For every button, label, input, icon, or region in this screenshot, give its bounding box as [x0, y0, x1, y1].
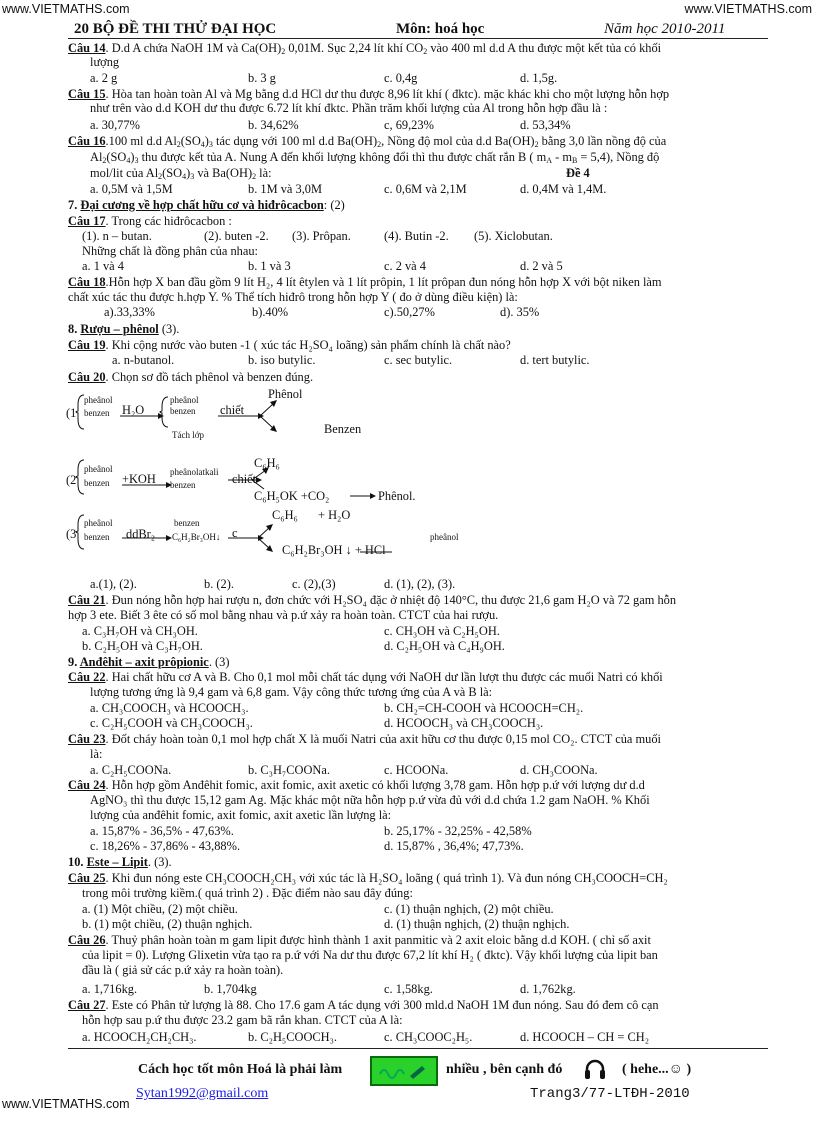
q25-option-b[interactable]: b. (1) một chiều, (2) thuận nghịch.	[82, 917, 253, 931]
q21-option-b[interactable]: b. C₂H₅OH và C₃H₇OH.	[82, 639, 203, 653]
q15-option-b[interactable]: b. 34,62%	[248, 118, 299, 132]
q14-option-b[interactable]: b. 3 g	[248, 71, 276, 85]
section-8-heading: 8. Rượu – phênol (3).	[68, 322, 180, 336]
q20-option-a[interactable]: a.(1), (2).	[90, 577, 137, 591]
diagram-2-output-phenol: Phênol.	[378, 489, 416, 503]
q16-option-d[interactable]: d. 0,4M và 1,4M.	[520, 182, 607, 196]
q26-option-a[interactable]: a. 1,716kg.	[82, 982, 138, 996]
diagram-2-extract: chiết	[232, 472, 257, 486]
q18-line1: Câu 18.Hỗn hợp X ban đầu gồm 9 lít H₂, 4 lít êtylen và 1 lít prôpin, 1 lít prôpan đun nóng hỗn hợp X với bột niken làm	[68, 275, 662, 289]
diagram-3-tribromophenol: C₆H₂Br₃OH↓	[172, 532, 221, 542]
diagram-1-number: (1	[66, 406, 77, 420]
diagram-3-output-phenol: pheânol	[430, 532, 459, 542]
q27-option-c[interactable]: c. CH₃COOC₂H₅.	[384, 1030, 473, 1044]
q14-option-d[interactable]: d. 1,5g.	[520, 71, 558, 85]
q19-line1: Câu 19. Khi cộng nước vào buten -1 ( xúc tác H₂SO₄ loãng) sản phẩm chính là chất nào?	[68, 338, 511, 352]
diagram-3-c: c	[232, 526, 238, 540]
diagram-2-number: (2	[66, 473, 77, 487]
q25-option-d[interactable]: d. (1) thuận nghịch, (2) thuận nghịch.	[384, 917, 570, 931]
footer-motto-start: Cách học tốt môn Hoá là phải làm	[138, 1062, 343, 1077]
q26-option-d[interactable]: d. 1,762kg.	[520, 982, 576, 996]
q22-option-a[interactable]: a. CH₃COOCH₃ và HCOOCH₃.	[90, 701, 249, 715]
q22-option-c[interactable]: c. C₂H₅COOH và CH₃COOCH₃.	[90, 716, 253, 730]
diagram-2-output-benzene: C₆H₆	[254, 456, 280, 470]
diagram-3-benzen: benzen	[84, 532, 110, 542]
q17-option-b[interactable]: b. 1 và 3	[248, 259, 291, 273]
q23-option-b[interactable]: b. C₃H₇COONa.	[248, 763, 330, 777]
q24-line3: lượng của anđêhit fomic, axit fomic, axit axetic lần lượng là:	[90, 808, 392, 822]
q26-line1: Câu 26. Thuỷ phân hoàn toàn m gam lipit được hình thành 1 axit panmitic và 2 axit eloic bằng d.d KOH. ( chỉ số axit	[68, 933, 651, 947]
site-footer: www.VIETMATHS.com	[2, 1097, 130, 1111]
q15-option-c[interactable]: c, 69,23%	[384, 118, 434, 132]
diagram-1-output-phenol: Phênol	[268, 387, 303, 401]
diagram-2-phenolate-co2: C₆H₅OK +CO₂	[254, 489, 330, 503]
q25-option-c[interactable]: c. (1) thuận nghịch, (2) một chiều.	[384, 902, 554, 916]
q24-option-a[interactable]: a. 15,87% - 36,5% - 47,63%.	[90, 824, 234, 838]
q21-line2: hợp 3 ete. Biết 3 ête có số mol bằng nhau và p.ứ xảy ra hoàn toàn. CTCT của hai rượu.	[68, 608, 499, 622]
q23-option-a[interactable]: a. C₂H₅COONa.	[90, 763, 172, 777]
diagram-2-benzen: benzen	[84, 478, 110, 488]
headphones-icon	[584, 1058, 606, 1084]
q23-line2: là:	[90, 747, 103, 761]
q25-line2: trong môi trường kiềm.( quá trình 2) . Đặc điểm nào sau đây đúng:	[82, 886, 413, 900]
q26-option-b[interactable]: b. 1,704kg	[204, 982, 257, 996]
diagram-3-phenol: pheânol	[84, 518, 113, 528]
q24-line1: Câu 24. Hỗn hợp gồm Anđêhit fomic, axit fomic, axit axetic có khối lượng 3,78 gam. Hỗn hợp p.ứ với lượng dư d.d	[68, 778, 645, 792]
q24-line2: AgNO₃ thì thu được 15,12 gam Ag. Mặc khác một nữa hỗn hợp p.ứ vừa đủ với d.d chứa 1.2 gam NaOH. % Khối	[90, 793, 650, 807]
q21-option-d[interactable]: d. C₂H₅OH và C₄H₉OH.	[384, 639, 505, 653]
diagram-1-reagent: H₂O	[122, 403, 145, 417]
q14-option-c[interactable]: c. 0,4g	[384, 71, 418, 85]
q19-option-c[interactable]: c. sec butylic.	[384, 353, 453, 367]
diagram-3-reagent: ddBr₂	[126, 527, 156, 541]
diagram-2-arrows	[60, 450, 400, 510]
diagram-2-phenolate: pheânolatkali	[170, 467, 219, 477]
diagram-1-phenol: pheânol	[84, 395, 113, 405]
diagram-1-extract: chiết	[220, 403, 245, 417]
diagram-1-phenol-2: pheânol	[170, 395, 199, 405]
diagram-2-reagent: +KOH	[122, 472, 156, 486]
q17-option-c[interactable]: c. 2 và 4	[384, 259, 426, 273]
exam-set-label: Đề 4	[566, 166, 590, 180]
writing-icon	[372, 1058, 436, 1084]
q26-line2: của lipit = 0). Lượng Glixetin vừa tạo ra p.ứ với Na dư thu được 67,2 lít khí H₂ ( đktc). Vậy khối lượng của lipit ban	[82, 948, 658, 962]
q17-item-3: (3). Prôpan.	[292, 229, 351, 243]
q23-line1: Câu 23. Đốt cháy hoàn toàn 0,1 mol hợp chất X là muối Natri của axit hữu cơ thu được 0,15 mol CO₂. CTCT của muối	[68, 732, 661, 746]
q15-line2: như trên vào d.d KOH dư thu được 6.72 lít khí đktc. Phần trăm khối lượng của Al trong hỗn hợp đầu là :	[90, 101, 608, 115]
section-9-heading: 9. Anđêhit – axit prôpionic. (3)	[68, 655, 230, 669]
q15-option-a[interactable]: a. 30,77%	[90, 118, 140, 132]
q14-line2: lượng	[90, 55, 120, 69]
site-left: www.VIETMATHS.com	[2, 2, 130, 16]
q21-option-c[interactable]: c. CH₃OH và C₂H₅OH.	[384, 624, 500, 638]
q17-item-1: (1). n – butan.	[82, 229, 152, 243]
q27-option-b[interactable]: b. C₂H₅COOCH₃.	[248, 1030, 338, 1044]
q19-option-b[interactable]: b. iso butylic.	[248, 353, 316, 367]
q18-option-c[interactable]: c).50,27%	[384, 305, 435, 319]
diagram-3-number: (3	[66, 527, 77, 541]
section-7-heading: 7. Đại cương về hợp chất hữu cơ và hiđrôcacbon: (2)	[68, 198, 345, 212]
diagram-1-separate: Tách lớp	[172, 430, 204, 440]
q27-line1: Câu 27. Este có Phân tử lượng là 88. Cho 17.6 gam A tác dụng với 300 mld.d NaOH 1M đun nóng. Sau đó đem cô cạn	[68, 998, 659, 1012]
section-10-heading: 10. Este – Lipit. (3).	[68, 855, 172, 869]
site-right: www.VIETMATHS.com	[684, 2, 812, 16]
q15-option-d[interactable]: d. 53,34%	[520, 118, 571, 132]
q14-option-a[interactable]: a. 2 g	[90, 71, 118, 85]
q20-option-d[interactable]: d. (1), (2), (3).	[384, 577, 456, 591]
q26-option-c[interactable]: c. 1,58kg.	[384, 982, 433, 996]
q27-option-d[interactable]: d. HCOOCH – CH = CH₂	[520, 1030, 650, 1044]
diagram-1-benzen-2: benzen	[170, 406, 196, 416]
q16-line1: Câu 16.100 ml d.d $Al_2(SO_4)_3$ tác dụng với 100 ml d.d $Ba(OH)_2$, Nồng độ mol của d.d $Ba(OH)_2$ bằng 3,0 lần nồng độ của	[68, 134, 667, 149]
q17-item-4: (4). Butin -2.	[384, 229, 449, 243]
q16-option-a[interactable]: a. 0,5M và 1,5M	[90, 182, 173, 196]
footer-motto-mid: nhiều , bên cạnh đó	[446, 1062, 563, 1077]
q22-option-d[interactable]: d. HCOOCH₃ và CH₃COOCH₃.	[384, 716, 544, 730]
diagram-3-precipitate: C₆H₂Br₃OH ↓ + HCl	[282, 543, 386, 557]
footer-motto-end: ( hehe...☺ )	[622, 1062, 692, 1077]
q18-line2: chất xúc tác thu được h.hợp Y. % Thể tích hiđrô trong hỗn hợp Y ( đo ở dùng điều kiện) là:	[68, 290, 518, 304]
q25-line1: Câu 25. Khi đun nóng este CH₃COOCH₂CH₃ với xúc tác là H₂SO₄ loãng ( quá trình 1). Và đun nóng CH₃COOCH=CH₂	[68, 871, 668, 885]
subject: Môn: hoá học	[396, 21, 485, 37]
q16-line3: mol/lit của $Al_2(SO_4)_3$ và $Ba(OH)_2$ là:	[90, 166, 272, 181]
diagram-3-arrows	[60, 505, 440, 570]
q25-option-a[interactable]: a. (1) Một chiều, (2) một chiều.	[82, 902, 238, 916]
q18-option-d[interactable]: d). 35%	[500, 305, 540, 319]
q17-item-2: (2). buten -2.	[204, 229, 269, 243]
q19-option-d[interactable]: d. tert butylic.	[520, 353, 590, 367]
doc-title: 20 BỘ ĐỀ THI THỬ ĐẠI HỌC	[74, 21, 277, 37]
footer-rule	[68, 1048, 768, 1049]
q23-option-d[interactable]: d. CH₃COONa.	[520, 763, 598, 777]
q21-line1: Câu 21. Đun nóng hỗn hợp hai rượu n, đơn chức với H₂SO₄ đặc ở nhiệt độ 140°C, thu được 21,6 gam H₂O và 72 gam hỗn	[68, 593, 677, 607]
diagram-2-benzen-2: benzen	[170, 480, 196, 490]
practice-image	[370, 1056, 438, 1086]
header-rule	[68, 38, 768, 39]
q17-option-d[interactable]: d. 2 và 5	[520, 259, 563, 273]
q16-option-b[interactable]: b. 1M và 3,0M	[248, 182, 322, 196]
q22-option-b[interactable]: b. CH₂=CH-COOH và HCOOCH=CH₂.	[384, 701, 584, 715]
q16-option-c[interactable]: c. 0,6M và 2,1M	[384, 182, 467, 196]
school-year: Năm học 2010-2011	[604, 21, 726, 37]
q18-option-a[interactable]: a).33,33%	[104, 305, 155, 319]
q16-line2: $Al_2(SO_4)_3$ thu được kết tủa A. Nung A đến khối lượng không đổi thì thu được chất rắn B ( $m_A - m_B = 5,4$), Nồng độ	[90, 150, 660, 165]
q14-line1: Câu 14. D.d A chứa NaOH 1M và $Ca(OH)_2$ 0,01M. Sục 2,24 lít khí $CO_2$ vào 400 ml d.d A thu được một kết tủa có khối	[68, 41, 662, 56]
q17-item-5: (5). Xiclobutan.	[474, 229, 553, 243]
diagram-3-benzen-2: benzen	[174, 518, 200, 528]
q27-option-a[interactable]: a. HCOOCH₂CH₂CH₃.	[82, 1030, 197, 1044]
diagram-2-phenol: pheânol	[84, 464, 113, 474]
q21-option-a[interactable]: a. C₃H₇OH và CH₃OH.	[82, 624, 198, 638]
q18-option-b[interactable]: b).40%	[252, 305, 289, 319]
page-number: Trang3/77-LTĐH-2010	[530, 1086, 690, 1102]
q17-ask: Những chất là đồng phân của nhau:	[82, 244, 259, 258]
diagram-1-output-benzen: Benzen	[324, 422, 362, 436]
q17-line1: Câu 17. Trong các hiđrôcacbon :	[68, 214, 232, 228]
q19-option-a[interactable]: a. n-butanol.	[112, 353, 175, 367]
q27-line2: hỗn hợp sau p.ứ thu được 23.2 gam bã rắn khan. CTCT của A là:	[82, 1013, 403, 1027]
q23-option-c[interactable]: c. HCOONa.	[384, 763, 449, 777]
q20-option-c[interactable]: c. (2),(3)	[292, 577, 336, 591]
diagram-3-output-benzene: C₆H₆	[272, 508, 298, 522]
author-email-link[interactable]: Sytan1992@gmail.com	[136, 1086, 269, 1101]
q24-option-b[interactable]: b. 25,17% - 32,25% - 42,58%	[384, 824, 532, 838]
q22-line2: lượng tương ứng là 9,4 gam và 6,8 gam. Vậy công thức tương ứng của A và B là:	[90, 685, 493, 699]
q24-option-c[interactable]: c. 18,26% - 37,86% - 43,88%.	[90, 839, 241, 853]
diagram-3-water: + H₂O	[318, 508, 351, 522]
q20-option-b[interactable]: b. (2).	[204, 577, 234, 591]
q17-option-a[interactable]: a. 1 và 4	[82, 259, 124, 273]
diagram-1-benzen: benzen	[84, 408, 110, 418]
q22-line1: Câu 22. Hai chất hữu cơ A và B. Cho 0,1 mol mỗi chất tác dụng với NaOH dư lần lượt thu được các muối Natri có khối	[68, 670, 663, 684]
q24-option-d[interactable]: d. 15,87% , 36,4%; 47,73%.	[384, 839, 524, 853]
q20-line1: Câu 20. Chọn sơ đồ tách phênol và benzen đúng.	[68, 370, 314, 384]
q15-line1: Câu 15. Hòa tan hoàn toàn Al và Mg bằng d.d HCl dư thu được 8,96 lít khí ( đktc). mặc khác khi cho một lượng hỗn hợp	[68, 87, 670, 101]
q26-line3: đầu là ( giả sử các p.ứ xảy ra hoàn toàn).	[82, 963, 284, 977]
